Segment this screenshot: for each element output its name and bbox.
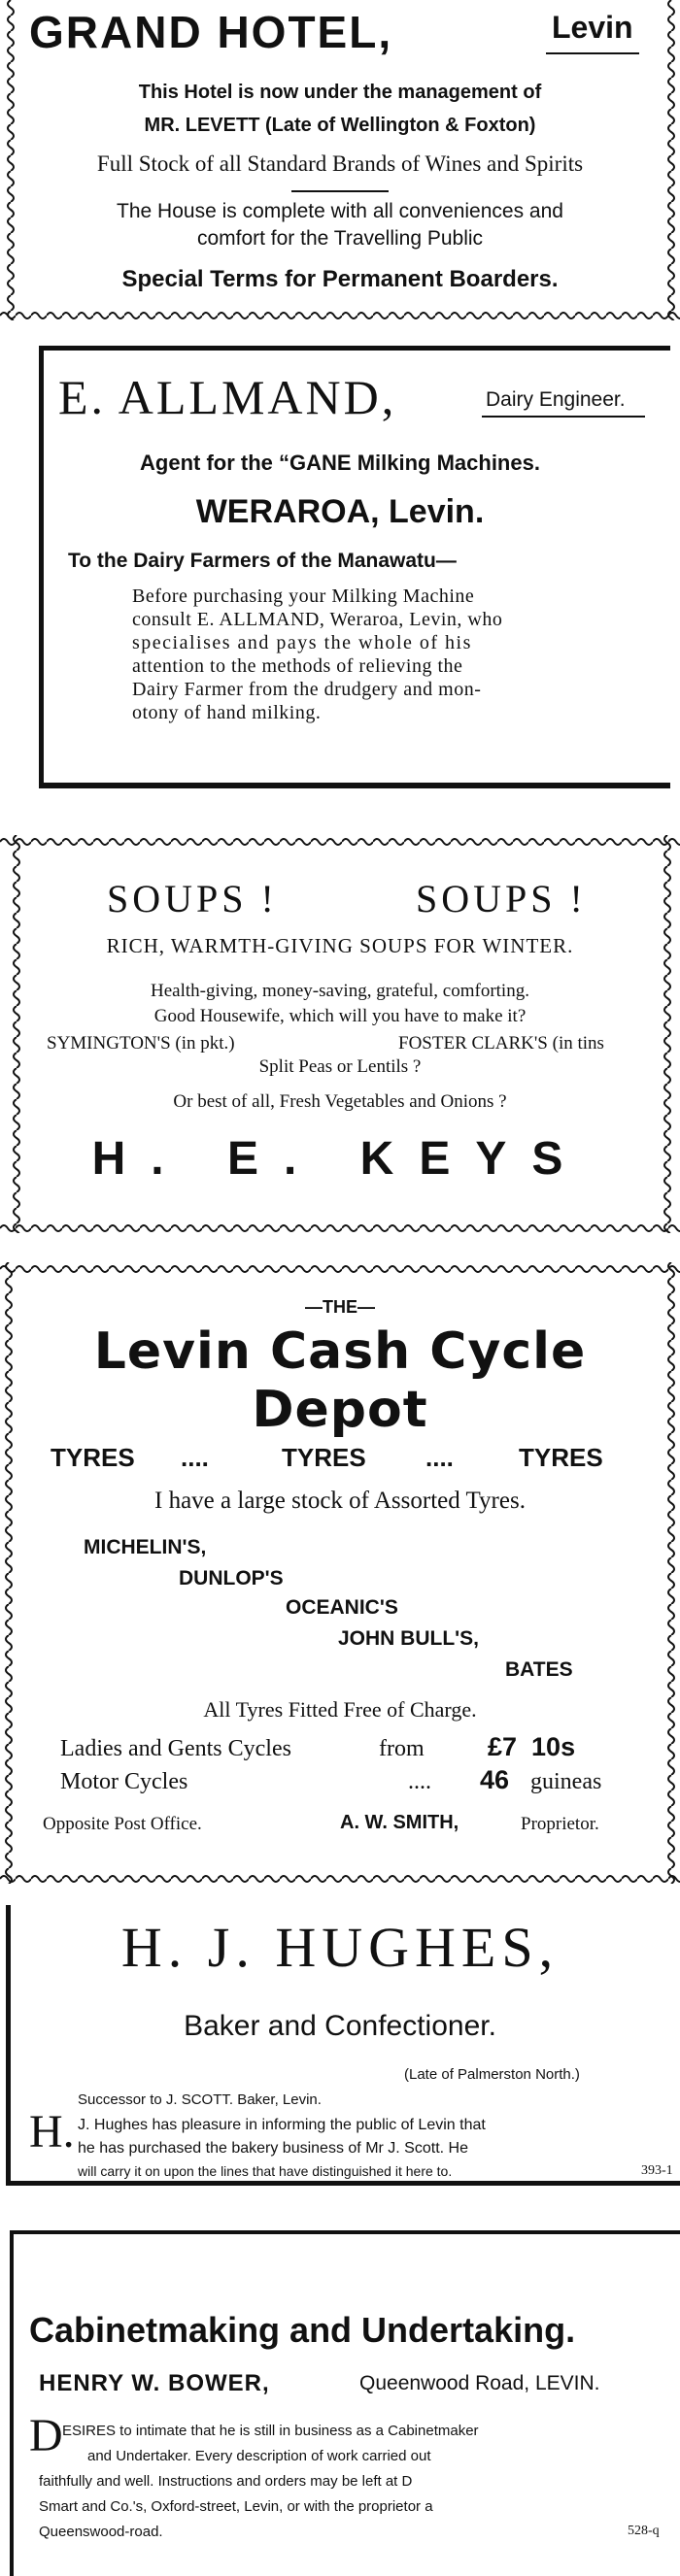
comfort-line: comfort for the Travelling Public	[196, 227, 484, 250]
place-line: WERAROA, Levin.	[195, 493, 485, 530]
body-line: faithfully and well. Instructions and orders may be left at D	[39, 2473, 413, 2490]
top-rule	[39, 346, 670, 351]
brand: OCEANIC'S	[286, 1596, 398, 1619]
grand-hotel-ad	[0, 0, 680, 325]
body-line: will carry it on upon the lines that have distinguished it here to.	[78, 2163, 453, 2179]
cycles-label: Ladies and Gents Cycles	[60, 1736, 291, 1761]
trade-underline	[482, 416, 645, 418]
symington-line: SYMINGTON'S (in pkt.)	[47, 1033, 235, 1054]
brand: BATES	[505, 1658, 573, 1681]
top-wavy-border	[0, 1262, 680, 1276]
body-line: specialises and pays the whole of his	[132, 632, 472, 653]
late-line: (Late of Palmerston North.)	[404, 2066, 580, 2083]
tyres-label: TYRES	[282, 1443, 366, 1472]
stock-line: I have a large stock of Assorted Tyres.	[154, 1488, 526, 1514]
allmand-ad	[0, 330, 680, 801]
body-line: he has purchased the bakery business of Mr J. Scott. He	[78, 2140, 468, 2157]
bottom-wavy-border	[0, 1221, 680, 1235]
fitted-line: All Tyres Fitted Free of Charge.	[203, 1697, 477, 1722]
motor-unit: guineas	[530, 1769, 602, 1794]
depot-name: Levin Cash Cycle Depot	[93, 1322, 587, 1439]
brand: MICHELIN'S,	[84, 1536, 207, 1558]
bower-address: Queenwood Road, LEVIN.	[359, 2372, 600, 2394]
soups-line: Or best of all, Fresh Vegetables and Onions ?	[173, 1091, 507, 1112]
foster-clark-line: FOSTER CLARK'S (in tins	[398, 1033, 604, 1054]
reference-number: 393-1	[641, 2163, 673, 2178]
cycles-price: £7 10s	[488, 1732, 576, 1761]
tyres-label: TYRES	[51, 1443, 135, 1472]
bower-name: HENRY W. BOWER,	[39, 2370, 270, 2396]
motor-dots: ....	[408, 1769, 431, 1794]
top-rule	[10, 2230, 680, 2234]
motor-price: 46	[480, 1765, 510, 1794]
dots: ....	[181, 1443, 209, 1472]
bottom-rule	[6, 2181, 680, 2186]
management-line: This Hotel is now under the management of	[138, 82, 542, 103]
location: Opposite Post Office.	[43, 1814, 202, 1834]
body-line: otony of hand milking.	[132, 702, 322, 723]
brand: JOHN BULL'S,	[338, 1627, 480, 1650]
seller-name: H. E. KEYS	[91, 1133, 589, 1185]
dots: ....	[425, 1443, 454, 1472]
left-rule	[10, 2230, 14, 2576]
proprietor-name: A. W. SMITH,	[340, 1812, 459, 1833]
hughes-ad	[0, 1905, 680, 2194]
body-line: Dairy Farmer from the drudgery and mon-	[132, 679, 482, 700]
soups-title-left: SOUPS !	[107, 877, 278, 920]
motor-label: Motor Cycles	[60, 1769, 188, 1794]
body-line: ESIRES to intimate that he is still in business as a Cabinetmaker	[62, 2423, 479, 2439]
cabinet-title: Cabinetmaking and Undertaking.	[29, 2310, 576, 2350]
agent-line: Agent for the “GANE Milking Machines.	[140, 451, 540, 475]
hughes-trade: Baker and Confectioner.	[184, 2010, 496, 2042]
hughes-name: H. J. HUGHES,	[120, 1916, 560, 1979]
body-line: and Undertaker. Every description of work carried out	[87, 2448, 431, 2464]
proprietor-title: Proprietor.	[521, 1814, 599, 1834]
soups-ad	[0, 835, 680, 1243]
manager-line: MR. LEVETT (Late of Wellington & Foxton)	[144, 115, 536, 136]
soups-title-right: SOUPS !	[416, 877, 587, 920]
title-underline	[546, 52, 639, 54]
soups-subtitle: RICH, WARMTH-GIVING SOUPS FOR WINTER.	[106, 934, 574, 957]
body-line: Before purchasing your Milking Machine	[132, 585, 475, 607]
cycle-depot-ad	[0, 1262, 680, 1893]
house-line: The House is complete with all conveniences and	[117, 200, 563, 222]
soups-line: Split Peas or Lentils ?	[258, 1056, 422, 1077]
bottom-rule	[39, 783, 670, 788]
bottom-wavy-border	[0, 1872, 680, 1886]
stock-line: Full Stock of all Standard Brands of Wines and Spirits	[96, 151, 584, 176]
soups-line: Health-giving, money-saving, grateful, comforting.	[151, 981, 529, 1001]
boarders-line: Special Terms for Permanent Boarders.	[121, 266, 559, 292]
divider	[291, 190, 389, 192]
the-label: —THE—	[305, 1297, 375, 1317]
body-line: J. Hughes has pleasure in informing the public of Levin that	[78, 2117, 486, 2133]
left-rule	[39, 346, 44, 787]
bottom-wavy-border	[0, 309, 680, 322]
body-line: attention to the methods of relieving the	[132, 655, 463, 677]
tyres-label: TYRES	[519, 1443, 603, 1472]
body-line: Queenswood-road.	[39, 2524, 163, 2540]
cycles-from: from	[379, 1736, 425, 1761]
hotel-name: GRAND HOTEL,	[29, 7, 393, 57]
brand: DUNLOP'S	[179, 1567, 284, 1589]
drop-cap: D	[29, 2410, 63, 2461]
top-wavy-border	[0, 835, 680, 849]
hotel-town: Levin	[552, 10, 633, 45]
address-line: To the Dairy Farmers of the Manawatu—	[68, 550, 457, 572]
reference-number: 528-q	[628, 2524, 660, 2538]
body-line: consult E. ALLMAND, Weraroa, Levin, who	[132, 609, 503, 630]
soups-line: Good Housewife, which will you have to make it?	[153, 1006, 527, 1026]
drop-cap: H.	[29, 2106, 75, 2158]
body-line: Smart and Co.'s, Oxford-street, Levin, or with the proprietor a	[39, 2498, 433, 2515]
allmand-name: E. ALLMAND,	[58, 370, 397, 424]
cabinet-ad	[0, 2209, 680, 2576]
allmand-trade: Dairy Engineer.	[486, 388, 626, 411]
successor-line: Successor to J. SCOTT. Baker, Levin.	[78, 2091, 322, 2108]
